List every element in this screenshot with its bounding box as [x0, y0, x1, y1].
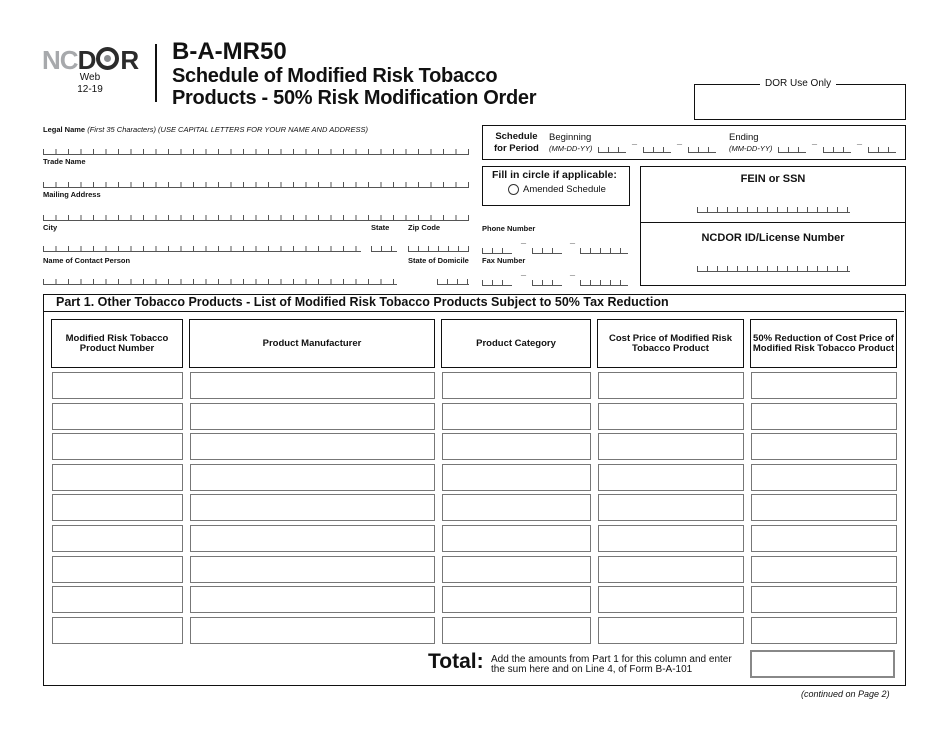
cell-cost-price[interactable]: [598, 617, 744, 644]
cell-category[interactable]: [442, 433, 591, 460]
fax-prefix-input[interactable]: [532, 280, 562, 286]
cell-cost-price[interactable]: [598, 464, 744, 491]
logo-circle-icon: [96, 47, 119, 70]
column-header-category: Product Category: [441, 319, 591, 368]
trade-name-label: Trade Name: [43, 157, 86, 166]
fax-area-input[interactable]: [482, 280, 512, 286]
fax-separator: _: [521, 267, 527, 277]
fein-input[interactable]: [697, 207, 850, 213]
cell-category[interactable]: [442, 464, 591, 491]
phone-separator: _: [521, 235, 527, 245]
phone-prefix-input[interactable]: [532, 248, 562, 254]
column-header-manufacturer: Product Manufacturer: [189, 319, 435, 368]
fill-in-title: Fill in circle if applicable:: [492, 169, 617, 181]
cell-manufacturer[interactable]: [190, 403, 435, 430]
phone-separator: _: [570, 235, 576, 245]
mailing-address-input[interactable]: [43, 215, 469, 221]
column-header-cost-price: Cost Price of Modified Risk Tobacco Product: [597, 319, 744, 368]
cell-reduction[interactable]: [751, 525, 897, 552]
zip-code-label: Zip Code: [408, 223, 441, 232]
total-instructions: Add the amounts from Part 1 for this column and enter the sum here and on Line 4, of Form B-A-101: [491, 654, 732, 675]
header-divider: [155, 44, 157, 102]
state-of-domicile-input[interactable]: [437, 279, 469, 285]
license-input[interactable]: [697, 266, 850, 272]
zip-code-input[interactable]: [408, 246, 469, 252]
cell-category[interactable]: [442, 556, 591, 583]
cell-product-number[interactable]: [52, 403, 183, 430]
cell-cost-price[interactable]: [598, 494, 744, 521]
form-id: B-A-MR50: [172, 38, 287, 65]
cell-cost-price[interactable]: [598, 403, 744, 430]
cell-category[interactable]: [442, 617, 591, 644]
schedule-period-box: [482, 125, 906, 160]
mailing-address-label: Mailing Address: [43, 190, 101, 199]
trade-name-input[interactable]: [43, 182, 469, 188]
cell-cost-price[interactable]: [598, 433, 744, 460]
beginning-year-input[interactable]: [688, 147, 716, 153]
cell-product-number[interactable]: [52, 617, 183, 644]
phone-area-input[interactable]: [482, 248, 512, 254]
beginning-label: Beginning: [549, 132, 592, 143]
date-separator: _: [632, 136, 638, 146]
cell-reduction[interactable]: [751, 464, 897, 491]
cell-reduction[interactable]: [751, 586, 897, 613]
column-header-reduction: 50% Reduction of Cost Price of Modified Risk Tobacco Product: [750, 319, 897, 368]
cell-reduction[interactable]: [751, 556, 897, 583]
state-of-domicile-label: State of Domicile: [408, 256, 469, 265]
cell-reduction[interactable]: [751, 617, 897, 644]
city-label: City: [43, 223, 58, 232]
phone-number-label: Phone Number: [482, 224, 536, 233]
continued-note: (continued on Page 2): [801, 689, 890, 699]
cell-reduction[interactable]: [751, 494, 897, 521]
dor-use-only-box: [694, 84, 906, 120]
dor-use-only-label: DOR Use Only: [760, 78, 836, 89]
ending-year-input[interactable]: [868, 147, 896, 153]
form-title: Schedule of Modified Risk Tobacco Products - 50% Risk Modification Order: [172, 65, 537, 109]
contact-person-label: Name of Contact Person: [43, 256, 131, 265]
part1-title: Part 1. Other Tobacco Products - List of Modified Risk Tobacco Products Subject to 50% Tax Reduction: [56, 295, 669, 309]
cell-manufacturer[interactable]: [190, 433, 435, 460]
ending-month-input[interactable]: [778, 147, 806, 153]
cell-product-number[interactable]: [52, 433, 183, 460]
cell-product-number[interactable]: [52, 586, 183, 613]
fein-label: FEIN or SSN: [740, 173, 806, 185]
date-separator: _: [677, 136, 683, 146]
cell-cost-price[interactable]: [598, 525, 744, 552]
total-label: Total:: [428, 650, 484, 673]
cell-category[interactable]: [442, 525, 591, 552]
city-input[interactable]: [43, 246, 361, 252]
beginning-format: (MM-DD-YY): [549, 144, 593, 153]
cell-reduction[interactable]: [751, 403, 897, 430]
form-version: Web 12-19: [77, 72, 103, 95]
fax-line-input[interactable]: [580, 280, 628, 286]
ending-format: (MM-DD-YY): [729, 144, 773, 153]
cell-manufacturer[interactable]: [190, 556, 435, 583]
phone-line-input[interactable]: [580, 248, 628, 254]
cell-category[interactable]: [442, 372, 591, 399]
total-input[interactable]: [750, 650, 895, 678]
fax-separator: _: [570, 267, 576, 277]
schedule-period-label: Schedule for Period: [494, 131, 539, 154]
cell-product-number[interactable]: [52, 556, 183, 583]
cell-manufacturer[interactable]: [190, 464, 435, 491]
cell-reduction[interactable]: [751, 372, 897, 399]
fax-number-label: Fax Number: [482, 256, 526, 265]
cell-product-number[interactable]: [52, 494, 183, 521]
state-input[interactable]: [371, 246, 397, 252]
id-numbers-divider: [640, 222, 906, 223]
cell-manufacturer[interactable]: [190, 617, 435, 644]
legal-name-input[interactable]: [43, 149, 469, 155]
cell-reduction[interactable]: [751, 433, 897, 460]
cell-product-number[interactable]: [52, 525, 183, 552]
cell-product-number[interactable]: [52, 464, 183, 491]
amended-schedule-radio[interactable]: [508, 184, 519, 195]
cell-category[interactable]: [442, 494, 591, 521]
ncdor-logo: NCD R: [42, 45, 139, 75]
cell-cost-price[interactable]: [598, 586, 744, 613]
column-header-product-number: Modified Risk Tobacco Product Number: [51, 319, 183, 368]
state-label: State: [371, 223, 390, 232]
cell-manufacturer[interactable]: [190, 525, 435, 552]
amended-schedule-option[interactable]: Amended Schedule: [508, 184, 606, 195]
cell-cost-price[interactable]: [598, 556, 744, 583]
date-separator: _: [812, 136, 818, 146]
beginning-month-input[interactable]: [598, 147, 626, 153]
beginning-day-input[interactable]: [643, 147, 671, 153]
ending-day-input[interactable]: [823, 147, 851, 153]
contact-person-input[interactable]: [43, 279, 397, 285]
cell-manufacturer[interactable]: [190, 494, 435, 521]
cell-cost-price[interactable]: [598, 372, 744, 399]
legal-name-label: Legal Name (First 35 Characters) (USE CAPITAL LETTERS FOR YOUR NAME AND ADDRESS): [43, 125, 368, 134]
cell-category[interactable]: [442, 403, 591, 430]
ending-label: Ending: [729, 132, 759, 143]
date-separator: _: [857, 136, 863, 146]
cell-manufacturer[interactable]: [190, 372, 435, 399]
license-label: NCDOR ID/License Number: [701, 232, 845, 244]
cell-product-number[interactable]: [52, 372, 183, 399]
cell-category[interactable]: [442, 586, 591, 613]
cell-manufacturer[interactable]: [190, 586, 435, 613]
